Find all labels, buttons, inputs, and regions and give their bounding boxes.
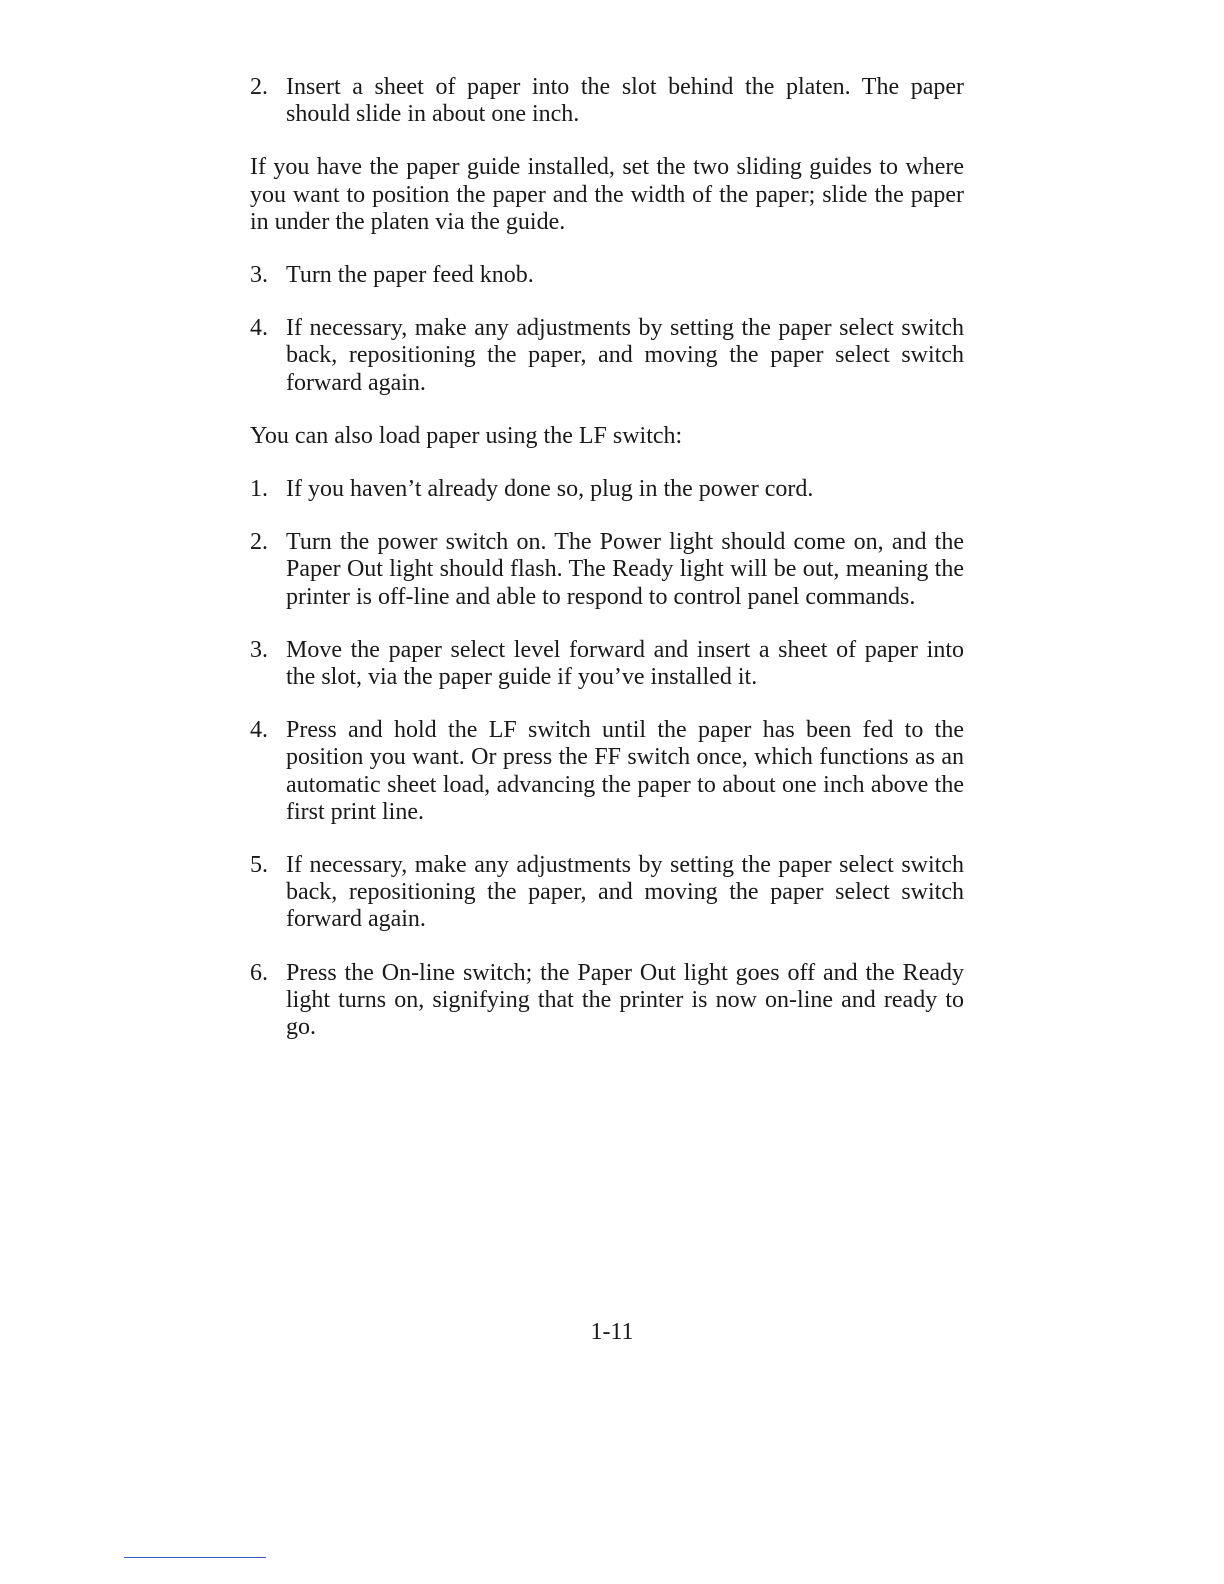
footer-rule: [124, 1557, 266, 1558]
step-number: 4.: [250, 717, 268, 744]
step-number: 2.: [250, 74, 268, 100]
step-number: 5.: [250, 852, 268, 879]
step-3-turn-knob: [250, 262, 964, 289]
step-text: Press and hold the LF switch until the paper has been fed to the position you want. Or press the FF switch once, which functions as an automatic sheet load, advancing the paper to about one inch above the first print line.: [286, 717, 964, 825]
step-4-adjustments: [250, 315, 964, 397]
step-number: 2.: [250, 529, 268, 556]
step-number: 1.: [250, 476, 268, 503]
lf-step-2-power-on: [250, 529, 964, 611]
step-text: Press the On-line switch; the Paper Out light goes off and the Ready light turns on, signifying that the printer is now on-line and ready to go.: [286, 959, 964, 1041]
step-text: Insert a sheet of paper into the slot behind the platen. The paper should slide in about one inch.: [286, 74, 964, 128]
step-2-insert-sheet: [250, 74, 964, 128]
step-text: If necessary, make any adjustments by setting the paper select switch back, repositioning the paper, and moving the paper select switch forward again.: [286, 852, 964, 933]
step-text: Turn the paper feed knob.: [286, 262, 534, 289]
step-text: If you haven’t already done so, plug in the power cord.: [286, 476, 814, 503]
lf-step-3-insert-sheet: [250, 637, 964, 691]
document-body: [250, 74, 964, 1067]
lf-step-1-plug-in: [250, 476, 964, 503]
paper-guide-paragraph: If you have the paper guide installed, set the two sliding guides to where you want to position the paper and the width of the paper; slide the paper in under the platen via the guide.: [250, 154, 964, 235]
step-number: 3.: [250, 262, 268, 289]
step-text: Turn the power switch on. The Power light should come on, and the Paper Out light should flash. The Ready light will be out, meaning the printer is off-line and able to respond to control panel commands.: [286, 529, 964, 610]
step-text: If necessary, make any adjustments by setting the paper select switch back, repositioning the paper, and moving the paper select switch forward again.: [286, 315, 964, 396]
step-text: Move the paper select level forward and insert a sheet of paper into the slot, via the paper guide if you’ve installed it.: [286, 636, 964, 691]
lf-step-5-adjustments: [250, 852, 964, 934]
lf-step-4-feed-paper: [250, 717, 964, 826]
step-number: 4.: [250, 315, 268, 342]
step-number: 3.: [250, 636, 268, 663]
page-number: 1-11: [590, 1319, 634, 1345]
step-number: 6.: [250, 959, 268, 986]
lf-switch-intro: You can also load paper using the LF switch:: [250, 422, 683, 449]
lf-step-6-online: [250, 960, 964, 1042]
